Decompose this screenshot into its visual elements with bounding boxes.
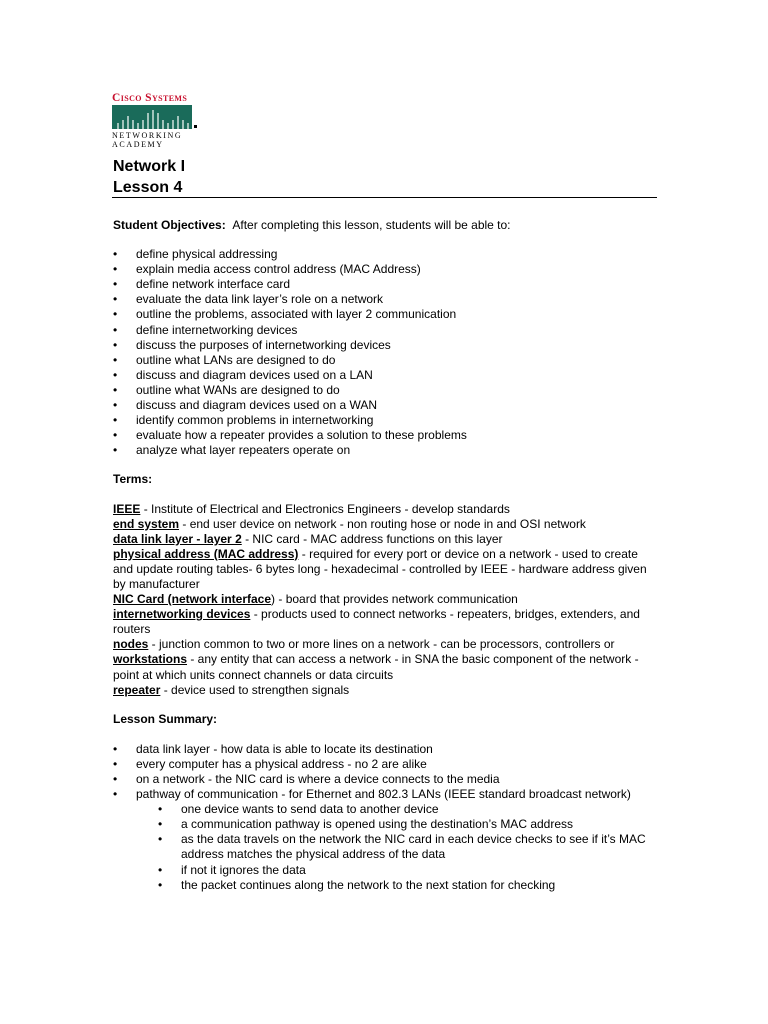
objective-item xyxy=(113,262,658,277)
objective-item xyxy=(113,353,658,368)
summary-sub-item xyxy=(158,863,658,878)
bullet-icon: • xyxy=(113,337,118,352)
bullet-icon: • xyxy=(113,277,118,292)
objective-item xyxy=(113,428,658,443)
objective-item xyxy=(113,398,658,413)
summary-item xyxy=(113,772,658,787)
term-definition xyxy=(113,547,658,592)
bullet-icon: • xyxy=(113,367,118,382)
document-body xyxy=(113,218,658,893)
term-definition xyxy=(113,652,658,682)
objective-item xyxy=(113,247,658,262)
objective-item-text: identify common problems in internetworking xyxy=(136,413,374,428)
summary-sub-item-text: a communication pathway is opened using the destination’s MAC address xyxy=(181,817,574,832)
logo-academy-line2: ACADEMY xyxy=(112,140,164,149)
summary-sub-item-text: the packet continues along the network to the next station for checking xyxy=(181,877,556,892)
cisco-academy-logo xyxy=(112,92,202,149)
term-name: repeater xyxy=(113,682,161,697)
terms-heading: Terms: xyxy=(113,472,153,487)
cisco-bridge-bars-icon xyxy=(112,105,198,129)
term-definition xyxy=(113,683,658,698)
objective-item-text: define network interface card xyxy=(136,277,291,292)
summary-sub-item-text: as the data travels on the network the NIC card in each device checks to see if it’s MAC address matches the physical address of the data xyxy=(181,832,646,862)
summary-item-text: every computer has a physical address - no 2 are alike xyxy=(136,756,427,771)
bullet-icon: • xyxy=(158,832,163,847)
summary-item xyxy=(113,742,658,757)
term-description: - junction common to two or more lines on a network - can be processors, controllers or xyxy=(148,637,615,652)
objective-item-text: outline what LANs are designed to do xyxy=(136,352,336,367)
summary-heading: Lesson Summary: xyxy=(113,711,218,726)
summary-item-text: data link layer - how data is able to locate its destination xyxy=(136,741,433,756)
term-definition xyxy=(113,637,658,652)
bullet-icon: • xyxy=(158,802,163,817)
term-description: - any entity that can access a network - in SNA the basic component of the network - point at which units connect channels or data circuits xyxy=(113,652,639,682)
objective-item-text: explain media access control address (MAC Address) xyxy=(136,262,421,277)
objective-item-text: outline what WANs are designed to do xyxy=(136,382,340,397)
objective-item xyxy=(113,413,658,428)
objective-item xyxy=(113,292,658,307)
bullet-icon: • xyxy=(113,413,118,428)
term-definition xyxy=(113,607,658,637)
objective-item-text: outline the problems, associated with layer 2 communication xyxy=(136,307,457,322)
term-description: - device used to strengthen signals xyxy=(160,682,350,697)
summary-sub-item xyxy=(158,878,658,893)
term-description: - NIC card - MAC address functions on this layer xyxy=(241,531,503,546)
objectives-list xyxy=(113,247,658,458)
bullet-icon: • xyxy=(113,382,118,397)
bullet-icon: • xyxy=(113,398,118,413)
objective-item-text: discuss and diagram devices used on a LAN xyxy=(136,367,373,382)
term-definition xyxy=(113,502,658,517)
term-definition xyxy=(113,517,658,532)
term-description: ) - board that provides network communication xyxy=(271,592,518,607)
term-name: workstations xyxy=(113,652,188,667)
term-description: - end user device on network - non routing hose or node in and OSI network xyxy=(179,516,586,531)
page-title: Network I xyxy=(113,158,186,175)
objective-item-text: define physical addressing xyxy=(136,247,278,262)
term-description: - products used to connect networks - repeaters, bridges, extenders, and routers xyxy=(113,607,640,637)
bullet-icon: • xyxy=(113,741,118,756)
bullet-icon: • xyxy=(113,787,118,802)
bullet-icon: • xyxy=(158,877,163,892)
bullet-icon: • xyxy=(113,428,118,443)
objective-item xyxy=(113,443,658,458)
logo-academy-line1: NETWORKING xyxy=(112,131,183,140)
bullet-icon: • xyxy=(113,307,118,322)
term-name: internetworking devices xyxy=(113,607,251,622)
term-definition xyxy=(113,532,658,547)
bullet-icon: • xyxy=(113,322,118,337)
objective-item xyxy=(113,277,658,292)
bullet-icon: • xyxy=(113,262,118,277)
bullet-icon: • xyxy=(158,862,163,877)
objective-item xyxy=(113,383,658,398)
summary-item-text: pathway of communication - for Ethernet and 802.3 LANs (IEEE standard broadcast network) xyxy=(136,787,631,802)
objective-item xyxy=(113,323,658,338)
bullet-icon: • xyxy=(113,247,118,262)
objective-item-text: analyze what layer repeaters operate on xyxy=(136,443,351,458)
summary-list xyxy=(113,742,658,893)
objectives-intro xyxy=(113,218,658,233)
objective-item xyxy=(113,338,658,353)
term-name: nodes xyxy=(113,637,149,652)
term-name: data link layer - layer 2 xyxy=(113,531,242,546)
objective-item xyxy=(113,307,658,322)
term-description: - Institute of Electrical and Electronics Engineers - develop standards xyxy=(140,501,510,516)
summary-item-text: on a network - the NIC card is where a device connects to the media xyxy=(136,772,500,786)
page-subtitle: Lesson 4 xyxy=(113,179,183,196)
objective-item-text: define internetworking devices xyxy=(136,322,298,337)
summary-sub-item xyxy=(158,802,658,817)
bullet-icon: • xyxy=(113,443,118,458)
objectives-intro-text: After completing this lesson, students will be able to: xyxy=(232,218,511,232)
bullet-icon: • xyxy=(158,817,163,832)
objective-item-text: discuss the purposes of internetworking devices xyxy=(136,337,391,352)
summary-sub-item xyxy=(158,832,658,862)
objective-item-text: evaluate how a repeater provides a solution to these problems xyxy=(136,428,467,443)
bullet-icon: • xyxy=(113,352,118,367)
bullet-icon: • xyxy=(113,756,118,771)
summary-item xyxy=(113,787,658,893)
summary-sub-item xyxy=(158,817,658,832)
summary-item xyxy=(113,757,658,772)
bullet-icon: • xyxy=(113,292,118,307)
title-divider xyxy=(112,197,657,198)
term-name: NIC Card (network interface xyxy=(113,592,272,607)
summary-sub-list xyxy=(136,802,658,893)
summary-sub-item-text: if not it ignores the data xyxy=(181,862,306,877)
terms-list xyxy=(113,502,658,698)
term-description: - required for every port or device on a network - used to create and update routing tables- 6 bytes long - hexadecimal - controlled by IEEE - hardware address given by manufacturer xyxy=(113,546,647,591)
term-name: physical address (MAC address) xyxy=(113,546,299,561)
logo-brand-text: Cisco Systems xyxy=(112,92,188,104)
term-definition xyxy=(113,592,658,607)
term-name: end system xyxy=(113,516,180,531)
summary-sub-item-text: one device wants to send data to another device xyxy=(181,802,439,817)
objective-item-text: evaluate the data link layer’s role on a network xyxy=(136,292,384,307)
objective-item xyxy=(113,368,658,383)
objectives-label: Student Objectives: xyxy=(113,218,226,232)
bullet-icon: • xyxy=(113,772,118,786)
term-name: IEEE xyxy=(113,501,141,516)
objective-item-text: discuss and diagram devices used on a WAN xyxy=(136,398,378,413)
